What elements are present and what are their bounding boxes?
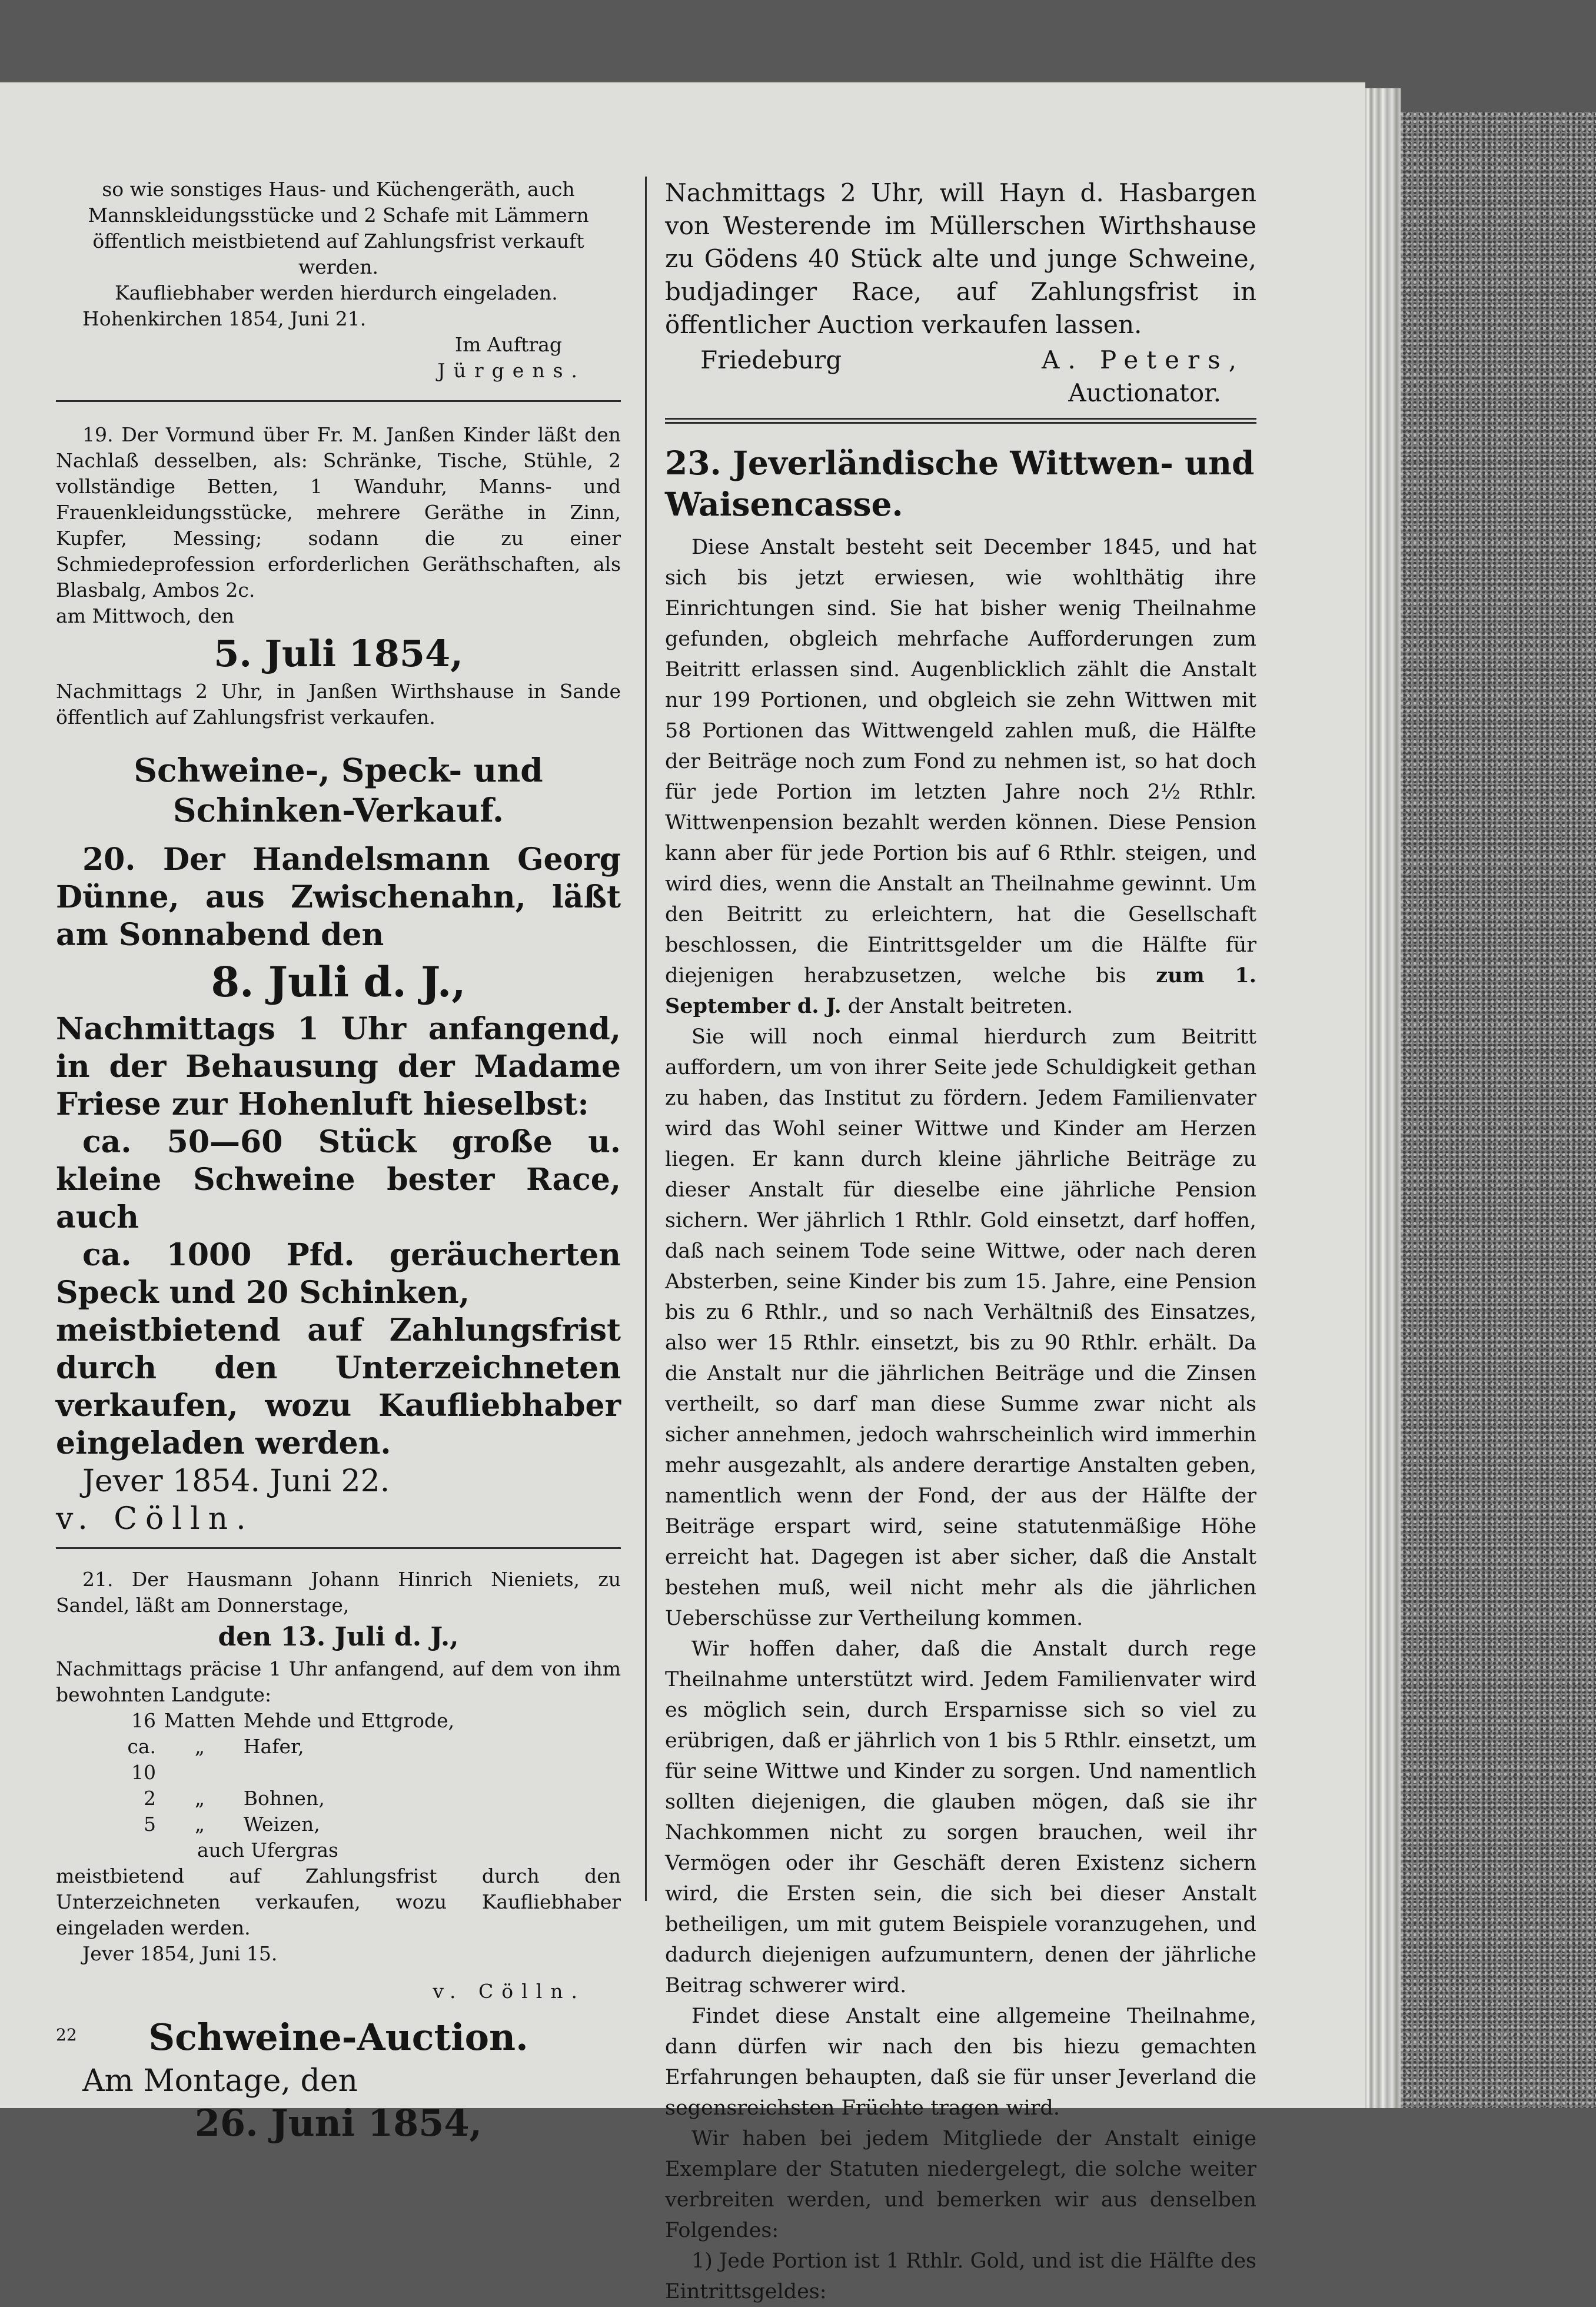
ad-22-continued: Nachmittags 2 Uhr, will Hayn d. Hasbargen von Westerende im Müllerschen Wirthshause zu Gödens 40 Stück alte und junge Schweine, budjadinger Race, auf Zahlungsfrist in öffentlicher Auction verkaufen lassen.: [665, 178, 1256, 339]
ad-19-text: 19. Der Vormund über Fr. M. Janßen Kinder läßt den Nachlaß desselben, als: Schränke, Tische, Stühle, 2 vollständige Betten, 1 Wanduhr, Manns- und Frauenkleidungsstücke, mehrere Geräthe in Zinn, Kupfer, Messing; sodann die zu einer Schmiedeprofession erforderlichen Geräthschaften, als Blasbalg, Ambos 2c.: [56, 423, 621, 601]
paragraph-1-text: Diese Anstalt besteht seit December 1845, und hat sich bis jetzt erwiesen, wie wohlthätig ihre Einrichtungen sind. Sie hat bisher wenig Theilnahme gefunden, obgleich mehrfache Aufforderungen zum Beitritt erlassen sind. Augenblicklich zählt die Anstalt nur 199 Portionen, und obgleich sie zehn Wittwen mit 58 Portionen das Wittwengeld zahlen muß, die Hälfte der Beiträge noch zum Fond zu nehmen ist, so hat doch für jede Portion im letzten Jahre noch 2½ Rthlr. Wittwenpension bezahlt werden können. Diese Pension kann aber für jede Portion bis auf 6 Rthlr. steigen, und wird dies, wenn die Anstalt an Theilnahme gewinnt. Um den Beitritt zu erleichtern, hat die Gesellschaft beschlossen, die Eintrittsgelder um die Hälfte für diejenigen herabzusetzen, welche bis: [665, 536, 1256, 988]
heading-22-block: [56, 2013, 621, 2062]
heading-23: 23. Jeverländische Wittwen- und Waisencasse.: [665, 444, 1255, 523]
column-divider: [645, 177, 647, 1901]
place-date-20: Jever 1854. Juni 22.: [82, 1464, 390, 1499]
ad-22-date: 26. Juni 1854,: [194, 2102, 483, 2145]
ad-21-extra: auch Ufergras: [197, 1839, 338, 1861]
place-date-1: Hohenkirchen 1854, Juni 21.: [82, 307, 367, 330]
page-number: 22: [56, 2025, 77, 2045]
list-item: 16 Matten Mehde und Ettgrode,: [131, 1709, 455, 1732]
opening-line-3: öffentlich meistbietend auf Zahlungsfrist verkauft werden.: [92, 230, 584, 278]
ad-20-date: 8. Juli d. J.,: [211, 958, 466, 1006]
paragraph-3: Wir hoffen daher, daß die Anstalt durch rege Theilnahme unterstützt wird. Jedem Familienvater wird es möglich sein, durch Ersparnisse sich so viel zu erübrigen, daß er jährlich von 1 bis 5 Rthlr. einsetzt, um für seine Wittwe und Kinder zu sorgen. Und namentlich sollten diejenigen, die glauben mögen, daß sie ihr Nachkommen nicht zu sorgen brauchen, weil ihr Vermögen oder ihr Geschäft deren Existenz sichern wird, die Ersten sein, die sich bei dieser Anstalt betheiligen, um mit gutem Beispiele voranzugehen, und dadurch diejenigen aufzumuntern, denen der jährliche Beitrag schwerer wird.: [665, 1637, 1256, 1997]
ad-21-items: [97, 1708, 463, 1837]
ad-21-date: den 13. Juli d. J.,: [218, 1622, 459, 1652]
paragraph-2: Sie will noch einmal hierdurch zum Beitritt auffordern, um von ihrer Seite jede Schuldigkeit gethan zu haben, das Institut zu fördern. Jedem Familienvater wird das Wohl seiner Wittwe und Kinder am Herzen liegen. Er kann durch kleine jährliche Beiträge zu dieser Anstalt für dieselbe eine jährliche Pension sichern. Wer jährlich 1 Rthlr. Gold einsetzt, darf hoffen, daß nach seinem Tode seine Wittwe, oder nach deren Absterben, seine Kinder bis zum 15. Jahre, eine Pension bis zu 6 Rthlr., und so nach Verhältniß des Einsatzes, also wer 15 Rthlr. einsetzt, bis zu 90 Rthlr. erhält. Da die Anstalt nur die jährlichen Beiträge und die Zinsen vertheilt, so darf man diese Summe zwar nicht als sicher annehmen, jedoch wahrscheinlich wird immerhin mehr ausgezahlt, als andere derartige Anstalten geben, namentlich wenn der Fond, der aus der Hälfte der Beiträge erspart wird, seine statutenmäßige Höhe erreicht hat. Dagegen ist aber sicher, daß die Anstalt bestehen muß, weil nicht mehr als die jährlichen Ueberschüsse zur Vertheilung kommen.: [665, 1025, 1256, 1630]
ad-20-intro: 20. Der Handelsmann Georg Dünne, aus Zwischenahn, läßt am Sonnabend den: [56, 842, 621, 953]
role-22: Auctionator.: [1068, 378, 1221, 407]
list-item: 5 „ Weizen,: [144, 1813, 320, 1836]
place-22: Friedeburg: [700, 345, 842, 374]
ad-19-date: 5. Juli 1854,: [214, 632, 463, 675]
ad-20-tail: meistbietend auf Zahlungsfrist durch den Unterzeichneten verkaufen, wozu Kaufliebhaber eingeladen werden.: [56, 1312, 621, 1461]
ad-19-day: am Mittwoch, den: [56, 604, 235, 627]
signature-row: [665, 344, 1256, 377]
right-column: [665, 177, 1256, 2307]
paragraph-1: [665, 532, 1256, 1022]
paragraph-4: Findet diese Anstalt eine allgemeine Theilnahme, dann dürfen wir nach den bis hiezu gemachten Erfahrungen behaupten, daß sie für unser Jeverland die segensreichsten Früchte tragen wird.: [665, 2005, 1256, 2120]
mandate: Im Auftrag: [455, 333, 562, 356]
left-column: [56, 177, 621, 2147]
heading-22: Schweine-Auction.: [148, 2016, 528, 2059]
ad-22-day: Am Montage, den: [82, 2063, 358, 2099]
ad-19-tail: Nachmittags 2 Uhr, in Janßen Wirthshause in Sande öffentlich auf Zahlungsfrist verkaufen.: [56, 680, 621, 729]
ad-21-tail: meistbietend auf Zahlungsfrist durch den Unterzeichneten verkaufen, wozu Kaufliebhaber eingeladen werden.: [56, 1864, 621, 1939]
book-cover: [1401, 112, 1596, 2108]
separator: [56, 1547, 621, 1549]
paragraph-6: 1) Jede Portion ist 1 Rthlr. Gold, und ist die Hälfte des Eintrittsgeldes:: [665, 2249, 1256, 2303]
ad-21-intro: 21. Der Hausmann Johann Hinrich Nieniets, zu Sandel, läßt am Donnerstage,: [56, 1568, 621, 1617]
list-item: 2 „ Bohnen,: [144, 1787, 325, 1810]
ad-21-body: Nachmittags präcise 1 Uhr anfangend, auf dem von ihm bewohnten Landgute:: [56, 1657, 621, 1706]
signer-21: v. Cölln.: [433, 1980, 586, 2003]
paragraph-5: Wir haben bei jedem Mitgliede der Anstalt einige Exemplare der Statuten niedergelegt, die solche weiter verbreiten werden, und bemerken wir aus denselben Folgendes:: [665, 2127, 1256, 2242]
place-date-21: Jever 1854, Juni 15.: [82, 1942, 278, 1965]
page-edge: [1365, 88, 1401, 2108]
signer-22: A. Peters,: [1042, 345, 1245, 374]
ad-20-item-2: ca. 1000 Pfd. geräucherten Speck und 20 Schinken,: [56, 1237, 621, 1311]
ad-20-body: Nachmittags 1 Uhr anfangend, in der Behausung der Madame Friese zur Hohenluft hieselbst:: [56, 1011, 621, 1122]
opening-line-1: so wie sonstiges Haus- und Küchengeräth, auch: [102, 178, 575, 201]
opening-line-4: Kaufliebhaber werden hierdurch eingeladen.: [115, 281, 558, 304]
paragraph-1-end: der Anstalt beitreten.: [847, 995, 1073, 1018]
heading-20: Schweine-, Speck- und Schinken-Verkauf.: [134, 751, 543, 829]
list-item: ca. 10 „ Hafer,: [127, 1735, 304, 1784]
deadline: zum 1. September d. J.: [665, 963, 1256, 1018]
separator: [56, 400, 621, 402]
ad-20-item-1: ca. 50—60 Stück große u. kleine Schweine bester Race, auch: [56, 1124, 621, 1235]
signer-1: Jürgens.: [437, 359, 586, 382]
signer-20: v. Cölln.: [56, 1501, 254, 1537]
opening-line-2: Mannskleidungsstücke und 2 Schafe mit Lämmern: [88, 204, 589, 227]
double-separator: [665, 418, 1256, 424]
